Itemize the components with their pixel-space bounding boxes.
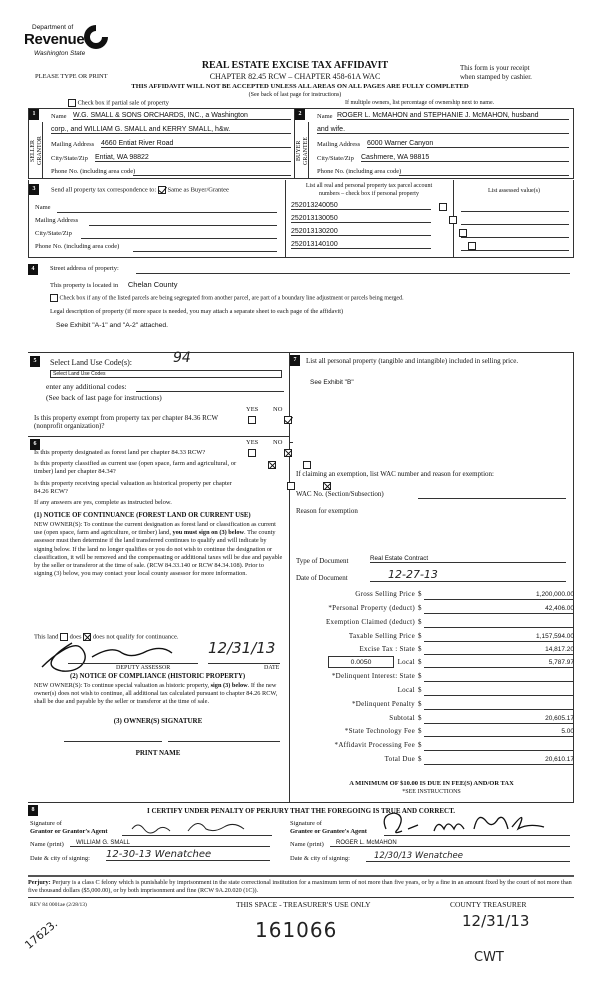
subtotal-row: Subtotal $ 20,605.17 [389, 714, 574, 722]
section-number: 1 [29, 109, 39, 120]
delinquent-interest-state-row: *Delinquent Interest: State $ [300, 672, 590, 685]
land-use-label: Select Land Use Code(s): [50, 358, 132, 367]
segregated-checkbox[interactable] [50, 294, 58, 302]
section-3-correspondence [28, 180, 574, 258]
notice-compliance-title: (2) NOTICE OF COMPLIANCE (HISTORIC PROPERTY) [70, 673, 246, 680]
grantee-signature-label: Signature of Grantee or Grantee's Agent [290, 820, 367, 835]
grantor-signature [128, 815, 248, 837]
seller-name-field[interactable]: Name W.G. SMALL & SONS ORCHARDS, INC., a Washington [51, 112, 291, 123]
total-due-row: Total Due $ 20,610.17 [384, 755, 574, 763]
seller-mailing-field[interactable]: Mailing Address 4660 Entiat River Road [51, 140, 291, 151]
buyer-name-line-2[interactable]: and wife. [317, 126, 569, 134]
seller-phone-field[interactable]: Phone No. (including area code) [51, 167, 291, 178]
form-id: REV 84 0001ae (2/28/13) [30, 902, 87, 908]
land-use-instructions: (See back of last page for instructions) [46, 393, 162, 402]
buyer-phone-field[interactable]: Phone No. (including area code) [317, 167, 569, 178]
buyer-name-field[interactable]: Name ROGER L. McMAHON and STEPHANIE J. McMAHON, husband [317, 112, 569, 123]
gross-selling-price-value[interactable]: 1,200,000.00 [424, 590, 574, 600]
state-technology-fee-value[interactable]: 5.00 [424, 727, 574, 737]
receipt-note-1: This form is your receipt [460, 64, 530, 72]
dor-swoosh-icon [82, 23, 110, 51]
partial-sale-label: Check box if partial sale of property [77, 99, 169, 107]
dor-logo [24, 20, 114, 65]
wac-field[interactable]: WAC No. (Section/Subsection) [296, 490, 566, 498]
if-yes-note: If any answers are yes, complete as instructed below. [34, 499, 172, 506]
section-6-designation: 6 YES NO Is this property designated as forest land per chapter 84.33 RCW? Is this property classified as current use (open space, farm and agricultural, or timber) land per chapter 84.34? Is this property receiving special valuation as historical property per chapter 84.26 RCW? If any answers are yes, complete as instructed below. (1) NOTICE OF CONTINUANCE (FOREST LAND OR CURRENT USE) NEW OWNER(S): To continue the current designation as forest land or classification as current use (open space, farm and agriculture, or timber) land, you must sign on (3) below. The county assessor must then determine if the land transferred continues to qualify and will indicate by signing below. If the land no longer qualifies or you do not wish to continue the designation or classification, it will be removed and the compensating or additional taxes will be due and payable by the seller or transferor at the time of sale. (RCW 84.33.140 or RCW 84.34.108). Prior to signing (3) below, you may contact your local county assessor for more information. This land does does not qualify for continuance. 12/31/13 DEPUTY ASSESSOR DATE (2) NOTICE OF COMPLIANCE (HISTORIC PROPERTY) NEW OWNER(S): To continue special valuation as historic property, sign (3) below. If the new owner(s) does not wish to continue, all additional tax calculated pursuant to chapter 84.26 RCW, shall be due and payable by the seller or transferor at the time of sale. (3) OWNER(S) SIGNATURE PRINT NAME [28, 437, 288, 802]
grantor-name-field[interactable]: Name (print) WILLIAM G. SMALL [30, 841, 280, 848]
forest-land-question: Is this property designated as forest land per chapter 84.33 RCW? [34, 449, 206, 456]
section-4-property [28, 264, 574, 344]
grantor-date-field[interactable]: Date & city of signing: 12-30-13 Wenatchee [30, 855, 280, 862]
doc-type-field[interactable]: Type of Document Real Estate Contract [296, 557, 566, 565]
print-name-label: PRINT NAME [135, 749, 181, 757]
forest-yes-checkbox[interactable] [248, 449, 256, 457]
parcel-number-1[interactable]: 252013240050 [291, 202, 431, 210]
personal-property-value[interactable]: See Exhibit "B" [310, 379, 354, 386]
delinquent-interest-state-value[interactable] [424, 672, 574, 682]
excise-tax-local-value[interactable]: 5,787.97 [424, 658, 574, 668]
parcel-number-3[interactable]: 252013130200 [291, 228, 431, 236]
section-8-certification [28, 805, 574, 875]
section-number: 2 [295, 109, 305, 120]
section-number: 7 [290, 355, 300, 366]
buyer-phone-value[interactable] [399, 167, 569, 176]
seller-phone-value[interactable] [133, 167, 291, 176]
perjury-certification: I CERTIFY UNDER PENALTY OF PERJURY THAT THE FOREGOING IS TRUE AND CORRECT. [146, 807, 455, 815]
delinquent-penalty-value[interactable] [424, 700, 574, 710]
delinquent-interest-local-value[interactable] [424, 686, 574, 696]
affidavit-processing-fee-row: *Affidavit Processing Fee $ [300, 741, 590, 754]
seller-mailing-value[interactable]: 4660 Entiat River Road [101, 140, 291, 148]
same-as-buyer-checkbox[interactable] [158, 186, 166, 194]
handwritten-treasurer-date: 12/31/13 [462, 912, 530, 930]
buyer-grantee-label: BUYER GRANTEE [296, 137, 309, 165]
gross-selling-price-row: Gross Selling Price $ 1,200,000.00 [355, 590, 574, 598]
exemption-claimed-row: Exemption Claimed (deduct) $ [300, 618, 590, 631]
corr-name-field[interactable]: Name [35, 204, 295, 211]
section-number: 4 [28, 264, 38, 275]
corr-city-field[interactable]: City/State/Zip [35, 230, 295, 237]
parcel-personal-checkbox-1[interactable] [439, 203, 447, 211]
legal-description-value[interactable]: See Exhibit "A-1" and "A-2" attached. [56, 322, 169, 329]
qualify-row: This land does does not qualify for continuance. [34, 633, 179, 641]
section-5-land-use: 5 Select Land Use Code(s): 94 Select Land Use Codes enter any additional codes: (See back of last page for instructions) YES NO Is this property exempt from property tax per chapter 84.36 RCW (nonprofit organization)? [28, 352, 288, 435]
completion-warning: THIS AFFIDAVIT WILL NOT BE ACCEPTED UNLESS ALL AREAS ON ALL PAGES ARE FULLY COMPLETED [131, 83, 469, 90]
exempt-question: Is this property exempt from property tax per chapter 84.36 RCW (nonprofit organization)? [34, 414, 218, 430]
section-1-seller [28, 108, 294, 179]
notice-compliance-body: NEW OWNER(S): To continue special valuation as historic property, sign (3) below. If the new owner(s) does not wish to continue, all additional tax calculated pursuant to chapter 84.26 RCW, shall be due and payable by the seller or transferor at the time of sale. [34, 682, 278, 706]
taxable-selling-price-value[interactable]: 1,157,594.00 [424, 632, 574, 642]
grantor-signature-label: Signature of Grantor or Grantor's Agent [30, 820, 108, 835]
street-address-field[interactable]: Street address of property: [50, 265, 570, 272]
logo-state: Washington State [34, 50, 86, 57]
land-use-handwritten: 94 [173, 350, 191, 366]
logo-dept: Department of [32, 24, 74, 31]
form-title: REAL ESTATE EXCISE TAX AFFIDAVIT [201, 60, 389, 71]
additional-codes-value[interactable] [136, 382, 284, 392]
assessed-value-1[interactable] [461, 202, 569, 212]
assessed-value-4[interactable] [461, 241, 569, 251]
local-rate-box[interactable]: 0.0050 [328, 656, 394, 668]
parcel-number-4[interactable]: 252013140100 [291, 241, 431, 249]
see-instructions-note: *SEE INSTRUCTIONS [402, 789, 461, 795]
parcel-personal-checkbox-2[interactable] [449, 216, 457, 224]
street-address-value[interactable] [136, 265, 570, 274]
owner-signature-line-2[interactable] [168, 741, 280, 742]
instructions-ref: (See back of last page for instructions) [248, 92, 342, 98]
total-due-value[interactable]: 20,610.17 [424, 755, 574, 765]
section-number: 6 [30, 439, 40, 450]
section-number: 5 [30, 356, 40, 367]
treasurer-space-label: THIS SPACE - TREASURER'S USE ONLY [236, 900, 371, 909]
section-number: 8 [28, 805, 38, 816]
excise-tax-local-row: Local $ 5,787.97 [397, 658, 574, 666]
legal-description-label: Legal description of property (if more space is needed, you may attach a separate sheet to each page of the affidavit) [50, 308, 344, 315]
seller-city-value[interactable]: Entiat, WA 98822 [95, 154, 291, 162]
multiple-owners-note: If multiple owners, list percentage of ownership next to name. [345, 100, 495, 106]
minimum-due-note: A MINIMUM OF $10.00 IS DUE IN FEE(S) AND/OR TAX [349, 780, 514, 787]
property-location: This property is located in Chelan County [50, 280, 178, 289]
seller-city-field[interactable]: City/State/Zip Entiat, WA 98822 [51, 154, 291, 165]
historical-question: Is this property receiving special valuation as historical property per chapter 84.26 RCW? [34, 480, 232, 495]
buyer-city-value[interactable]: Cashmere, WA 98815 [361, 154, 569, 162]
corr-phone-value[interactable] [133, 243, 277, 252]
perjury-notice: Perjury: Perjury is a class C felony which is punishable by imprisonment in the state correctional institution for a maximum term of not more than five years, or by a fine in an amount fixed by the court of not more than five thousand dollars ($5,000.00), or by both imprisonment and fine (RCW 9A.20.020 (1C)). [28, 879, 572, 894]
grantee-date-value[interactable]: 12/30/13 Wenatchee [366, 851, 570, 862]
partial-sale-checkbox[interactable] [68, 99, 76, 107]
buyer-name-line-1[interactable]: ROGER L. McMAHON and STEPHANIE J. McMAHON, husband [337, 112, 569, 120]
send-correspondence-label: Send all property tax correspondence to: Same as Buyer/Grantee [51, 186, 229, 194]
exemption-instruction: If claiming an exemption, list WAC number and reason for exemption: [296, 470, 494, 478]
seller-grantor-label: SELLER GRANTOR [30, 136, 43, 166]
logo-name: Revenue [24, 31, 85, 48]
section-2-buyer [294, 108, 574, 179]
grantee-name-value[interactable]: ROGER L. McMAHON [330, 840, 570, 847]
notice-continuance-body: NEW OWNER(S): To continue the current designation as forest land or classification as current use (open space, farm and agriculture, or timber) land, you must sign on (3) below. The county assessor must then determine if the land transferred continues to qualify and will indicate by signing below. If the land no longer qualifies or you do not wish to continue the designation or classification, it will be removed and the compensating or additional taxes will be due and payable by the seller or transferor at the time of sale. (RCW 84.33.140 or RCW 84.34.108). Prior to signing (3) below, you may contact your local county assessor for more information. [34, 521, 283, 578]
personal-property-deduct-value[interactable]: 42,406.00 [424, 604, 574, 614]
doc-type-value[interactable]: Real Estate Contract [370, 555, 566, 563]
personal-property-label: List all personal property (tangible and intangible) included in selling price. [306, 357, 519, 365]
parcel-number-2[interactable]: 252013130050 [291, 215, 431, 223]
county-treasurer-label: COUNTY TREASURER [450, 900, 527, 909]
deputy-assessor-label: DEPUTY ASSESSOR [116, 665, 171, 671]
assessed-value-2[interactable] [461, 215, 569, 225]
buyer-mailing-value[interactable]: 6000 Warner Canyon [367, 140, 569, 148]
handwritten-treasurer-initials: CWT [474, 950, 504, 965]
notice-continuance-title: (1) NOTICE OF CONTINUANCE (FOREST LAND OR CURRENT USE) [34, 512, 251, 519]
assessed-header: List assessed value(s) [488, 188, 540, 194]
exemption-claimed-value[interactable] [424, 618, 574, 628]
date-label: DATE [264, 665, 280, 671]
seller-name-line-2[interactable]: corp., and WILLIAM G. SMALL and KERRY SMALL, h&w. [51, 126, 291, 134]
personal-property-deduct-row: *Personal Property (deduct) $ 42,406.00 [328, 604, 574, 612]
corr-phone-field[interactable]: Phone No. (including area code) [35, 243, 295, 250]
segregated-option[interactable]: Check box if any of the listed parcels are being segregated from another parcel, are part of a boundary line adjustment or parcels being merged. [50, 294, 404, 302]
grantee-date-field[interactable]: Date & city of signing: 12/30/13 Wenatchee [290, 855, 572, 862]
assessed-value-3[interactable] [461, 228, 569, 238]
parcel-header: List all real and personal property tax parcel account numbers – check box if personal property [305, 183, 433, 197]
taxable-selling-price-row: Taxable Selling Price $ 1,157,594.00 [348, 632, 574, 640]
please-print: PLEASE TYPE OR PRINT [35, 73, 108, 80]
corr-city-value[interactable] [81, 230, 277, 239]
grantee-signature [378, 807, 548, 837]
buyer-mailing-field[interactable]: Mailing Address 6000 Warner Canyon [317, 140, 569, 151]
affidavit-processing-fee-value[interactable] [424, 741, 574, 751]
excise-tax-state-row: Excise Tax : State $ 14,817.20 [359, 645, 574, 653]
corr-mailing-field[interactable]: Mailing Address [35, 217, 295, 224]
owner-signature-title: (3) OWNER(S) SIGNATURE [113, 717, 203, 725]
partial-sale-option[interactable] [68, 99, 169, 107]
form-subtitle: CHAPTER 82.45 RCW – CHAPTER 458-61A WAC [209, 72, 381, 81]
state-technology-fee-row: *State Technology Fee $ 5.00 [344, 727, 574, 735]
assessor-date: 12/31/13 [208, 639, 276, 657]
exempt-yes-checkbox[interactable] [248, 416, 256, 424]
assessor-signature [32, 637, 182, 677]
corr-name-value[interactable] [57, 204, 277, 213]
additional-codes-field[interactable]: enter any additional codes: [46, 382, 286, 391]
land-use-select[interactable]: Select Land Use Codes [50, 370, 282, 378]
grantor-name-value[interactable]: WILLIAM G. SMALL [70, 840, 270, 847]
receipt-note-2: when stamped by cashier. [460, 73, 532, 81]
section-number: 3 [29, 184, 39, 195]
exemption-reason-label: Reason for exemption [296, 507, 358, 515]
delinquent-interest-local-row: Local $ [300, 686, 590, 699]
seller-name-line-1[interactable]: W.G. SMALL & SONS ORCHARDS, INC., a Washington [73, 112, 291, 120]
buyer-city-field[interactable]: City/State/Zip Cashmere, WA 98815 [317, 154, 569, 165]
excise-tax-state-value[interactable]: 14,817.20 [424, 645, 574, 655]
current-use-question: Is this property classified as current use (open space, farm and agricultural, or timber) land per chapter 84.34? [34, 460, 237, 475]
handwritten-receipt-left: 17623. [22, 917, 61, 952]
corr-mailing-value[interactable] [89, 217, 277, 226]
wac-value[interactable] [418, 490, 566, 499]
owner-signature-line-1[interactable] [64, 741, 162, 742]
current-use-yes-checkbox[interactable] [268, 461, 276, 469]
handwritten-receipt-number: 161066 [255, 918, 338, 942]
grantee-name-field[interactable]: Name (print) ROGER L. McMAHON [290, 841, 572, 848]
subtotal-value[interactable]: 20,605.17 [424, 714, 574, 724]
delinquent-penalty-row: *Delinquent Penalty $ [300, 700, 590, 713]
county-value[interactable]: Chelan County [127, 280, 178, 289]
grantor-date-value[interactable]: 12-30-13 Wenatchee [106, 849, 270, 861]
doc-date-field[interactable]: Date of Document 12-27-13 [296, 574, 566, 582]
doc-date-value[interactable]: 12-27-13 [370, 568, 566, 582]
